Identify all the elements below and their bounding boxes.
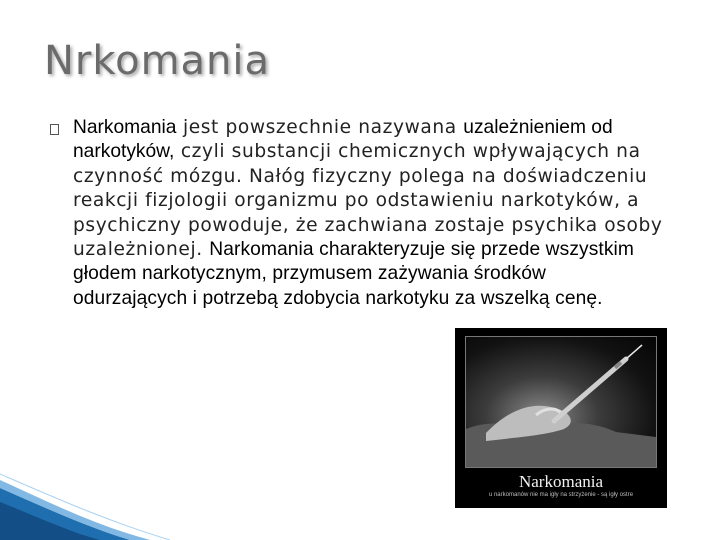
paragraph-closing: Narkomania charakteryzuje się przede wszystkim głodem narkotycznym, przymusem zażywania środków odurzających i potrzebą zdobycia narkotyku za wszelką cenę. (73, 239, 634, 309)
corner-decoration (0, 450, 200, 540)
poster-image (455, 328, 667, 508)
slide-title: Nrkomania (44, 38, 271, 84)
bullet-icon (50, 124, 59, 135)
poster-title: Narkomania (518, 472, 604, 491)
poster-caption: u narkomanów nie ma igły na strzyżenie - są igły ostre (488, 492, 634, 498)
poster-photo (465, 336, 657, 468)
term-uzaleznieniem: uzależnieniem od narkotyków, (73, 117, 613, 163)
paragraph-text-1: jest powszechnie nazywana (176, 117, 464, 138)
body-paragraph (73, 116, 663, 311)
paragraph-text-2: czyli substancji chemicznych wpływających na czynność mózgu. Nałóg fizyczny polega na doświadczeniu reakcji fizjologii organizmu po odstawieniu narkotyków, a psychiczny powoduje, że zachwiana zostaje psychika osoby uzależnionej. (73, 141, 663, 261)
term-narkomania: Narkomania (73, 117, 177, 138)
syringe-hand-illustration (466, 337, 656, 467)
